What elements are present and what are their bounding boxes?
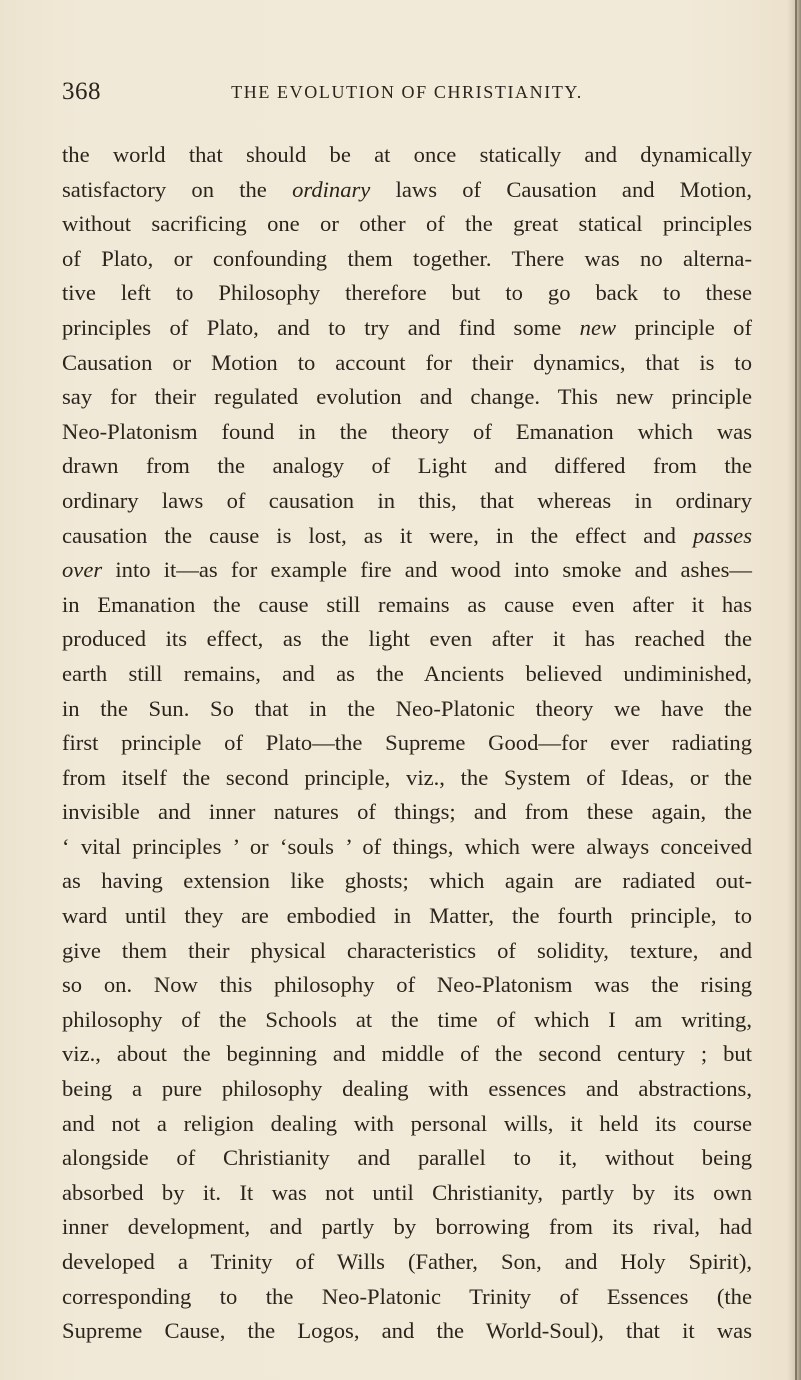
- text-segment: without sacrificing one or other of the great statical principles: [62, 211, 752, 237]
- text-line: [62, 795, 752, 830]
- text-segment: so on. Now this philosophy of Neo-Platonism was the rising: [62, 972, 752, 998]
- text-segment: Supreme Cause, the Logos, and the World-Soul), that it was: [62, 1318, 752, 1344]
- text-segment: from itself the second principle, viz., the System of Ideas, or the: [62, 764, 752, 790]
- text-line: [62, 1072, 752, 1107]
- text-line: [62, 1314, 752, 1349]
- text-line: [62, 1037, 752, 1072]
- text-line: [62, 138, 752, 173]
- text-segment: developed a Trinity of Wills (Father, Son, and Holy Spirit),: [62, 1249, 752, 1274]
- text-segment: philosophy of the Schools at the time of which I am writing,: [62, 1006, 752, 1032]
- text-segment: Neo-Platonism found in the theory of Emanation which was: [62, 418, 752, 444]
- text-line: [62, 588, 752, 623]
- text-segment: earth still remains, and as the Ancients believed undiminished,: [62, 660, 752, 686]
- text-segment: first principle of Plato—the Supreme Good—for ever radiating: [62, 730, 752, 756]
- text-segment: drawn from the analogy of Light and differed from the: [62, 453, 752, 479]
- text-line: [62, 346, 752, 381]
- text-segment: laws of Causation and Motion,: [370, 176, 752, 202]
- text-line: [62, 1107, 752, 1142]
- text-segment: Causation or Motion to account for their dynamics, that is to: [62, 349, 752, 375]
- text-line: [62, 657, 752, 692]
- text-segment: produced its effect, as the light even after it has reached the: [62, 626, 752, 652]
- text-line: [62, 1280, 752, 1315]
- text-line: [62, 449, 752, 484]
- text-segment: alongside of Christianity and parallel to it, without being: [62, 1145, 752, 1171]
- text-line: [62, 1210, 752, 1245]
- italic-text: new: [579, 314, 617, 340]
- text-segment: give them their physical characteristics of solidity, texture, and: [62, 937, 752, 963]
- text-line: [62, 1176, 752, 1211]
- text-line: [62, 1003, 752, 1038]
- text-line: [62, 1245, 752, 1280]
- text-line: [62, 726, 752, 761]
- text-segment: ‘ vital principles ’ or ‘souls ’ of things, which were always conceived: [62, 833, 752, 859]
- text-line: [62, 380, 752, 415]
- italic-text: passes: [693, 522, 752, 548]
- page-edge-line: [795, 0, 797, 1380]
- text-segment: ward until they are embodied in Matter, the fourth principle, to: [62, 903, 752, 929]
- text-segment: say for their regulated evolution and change. This new principle: [62, 384, 752, 410]
- text-segment: causation the cause is lost, as it were, in the effect and: [62, 522, 693, 548]
- text-segment: tive left to Philosophy therefore but to go back to these: [62, 280, 752, 306]
- text-line: [62, 415, 752, 450]
- text-line: [62, 830, 752, 865]
- running-head: [62, 78, 752, 110]
- italic-text: over: [62, 557, 103, 583]
- body-text: [62, 138, 752, 1349]
- text-segment: of Plato, or confounding them together. There was no alterna-: [62, 245, 752, 271]
- text-line: [62, 968, 752, 1003]
- text-segment: being a pure philosophy dealing with essences and abstractions,: [62, 1076, 752, 1102]
- text-segment: into it—as for example fire and wood into smoke and ashes—: [102, 557, 752, 583]
- text-segment: ordinary laws of causation in this, that whereas in ordinary: [62, 487, 752, 513]
- text-line: [62, 173, 752, 208]
- text-line: [62, 242, 752, 277]
- text-segment: principles of Plato, and to try and find some: [62, 314, 580, 340]
- text-line: [62, 207, 752, 242]
- text-segment: and not a religion dealing with personal wills, it held its course: [62, 1110, 752, 1136]
- text-line: [62, 553, 752, 588]
- text-segment: satisfactory on the: [62, 176, 293, 202]
- text-segment: corresponding to the Neo-Platonic Trinity of Essences (the: [62, 1283, 752, 1309]
- text-line: [62, 484, 752, 519]
- italic-text: ordinary: [292, 176, 371, 202]
- text-segment: inner development, and partly by borrowing from its rival, had: [62, 1214, 752, 1240]
- text-line: [62, 934, 752, 969]
- text-segment: absorbed by it. It was not until Christianity, partly by its own: [62, 1179, 752, 1205]
- text-line: [62, 761, 752, 796]
- page-number: 368: [62, 78, 101, 105]
- text-segment: as having extension like ghosts; which again are radiated out-: [62, 868, 752, 894]
- text-line: [62, 899, 752, 934]
- text-line: [62, 311, 752, 346]
- text-segment: in Emanation the cause still remains as cause even after it has: [62, 591, 752, 617]
- text-segment: principle of: [616, 314, 752, 340]
- text-segment: invisible and inner natures of things; and from these again, the: [62, 799, 752, 825]
- text-segment: in the Sun. So that in the Neo-Platonic theory we have the: [62, 695, 752, 721]
- text-segment: viz., about the beginning and middle of the second century ; but: [62, 1041, 752, 1067]
- text-line: [62, 1141, 752, 1176]
- text-line: [62, 864, 752, 899]
- text-line: [62, 519, 752, 554]
- text-line: [62, 622, 752, 657]
- text-segment: the world that should be at once statically and dynamically: [62, 142, 752, 167]
- text-line: [62, 692, 752, 727]
- running-title: THE EVOLUTION OF CHRISTIANITY.: [231, 82, 583, 102]
- page-edge-shadow: [787, 0, 801, 1380]
- text-line: [62, 276, 752, 311]
